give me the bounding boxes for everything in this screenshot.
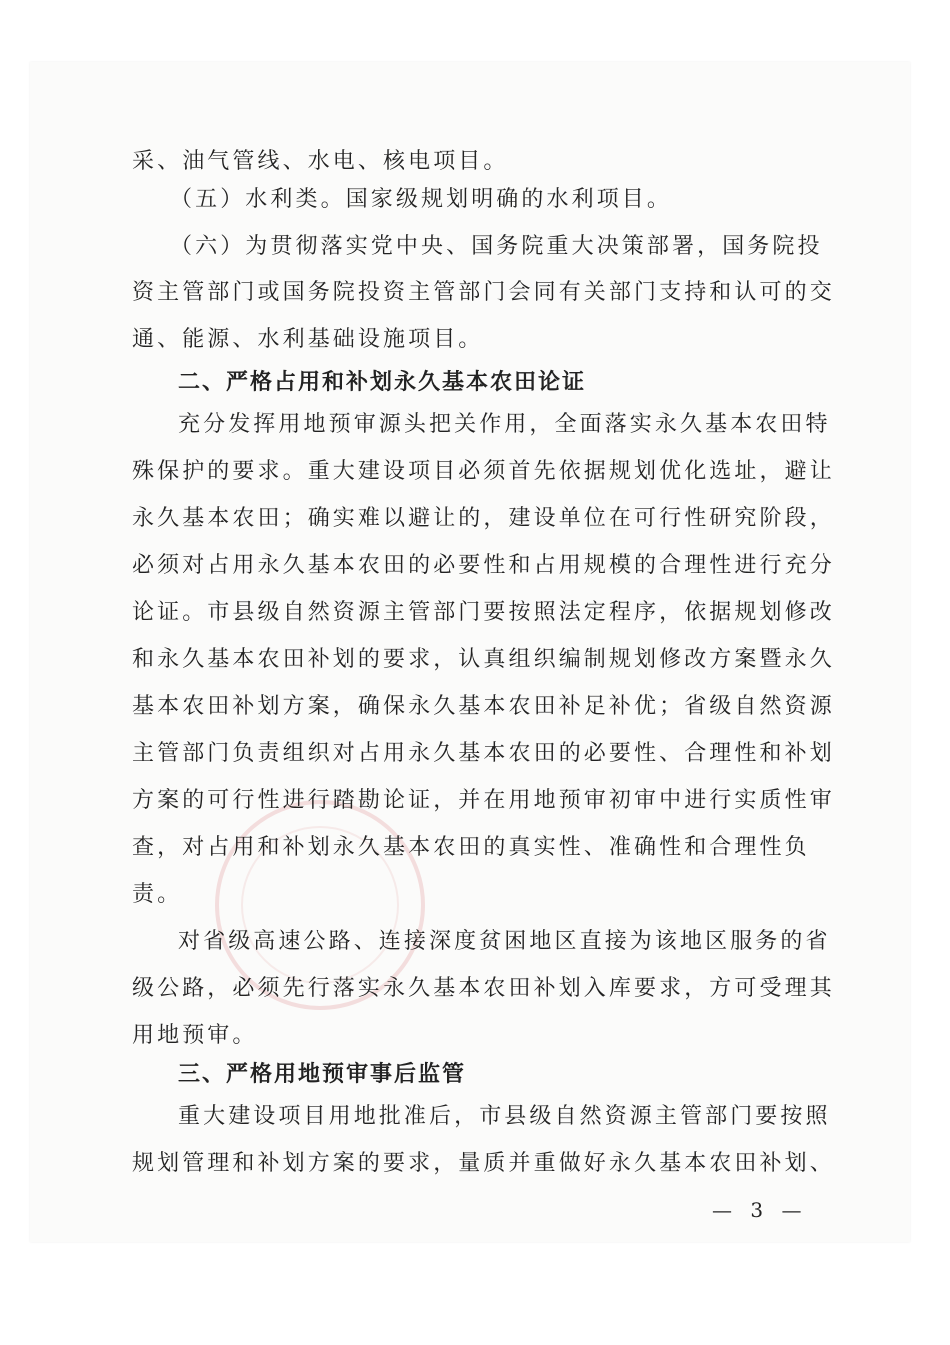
body-line: （五）水利类。国家级规划明确的水利项目。: [170, 187, 673, 212]
body-line: 重大建设项目用地批准后，市县级自然资源主管部门要按照: [178, 1104, 831, 1129]
body-line: 论证。市县级自然资源主管部门要按照法定程序，依据规划修改: [132, 600, 835, 625]
body-line: 用地预审。: [132, 1023, 258, 1048]
body-line: 责。: [132, 882, 183, 907]
page-number: — 3 —: [712, 1198, 808, 1222]
body-line: 规划管理和补划方案的要求，量质并重做好永久基本农田补划、: [132, 1151, 835, 1176]
section-heading: 三、严格用地预审事后监管: [178, 1062, 467, 1087]
body-line: 通、能源、水利基础设施项目。: [132, 327, 484, 352]
body-line: （六）为贯彻落实党中央、国务院重大决策部署，国务院投: [170, 234, 823, 259]
body-line: 资主管部门或国务院投资主管部门会同有关部门支持和认可的交: [132, 280, 835, 305]
section-heading: 二、严格占用和补划永久基本农田论证: [178, 370, 587, 395]
body-line: 殊保护的要求。重大建设项目必须首先依据规划优化选址，避让: [132, 459, 835, 484]
body-line: 采、油气管线、水电、核电项目。: [132, 149, 509, 174]
body-line: 对省级高速公路、连接深度贫困地区直接为该地区服务的省: [178, 929, 831, 954]
body-line: 基本农田补划方案，确保永久基本农田补足补优；省级自然资源: [132, 694, 835, 719]
body-line: 充分发挥用地预审源头把关作用，全面落实永久基本农田特: [178, 412, 831, 437]
body-line: 查，对占用和补划永久基本农田的真实性、准确性和合理性负: [132, 835, 810, 860]
body-line: 方案的可行性进行踏勘论证，并在用地预审初审中进行实质性审: [132, 788, 835, 813]
body-line: 主管部门负责组织对占用永久基本农田的必要性、合理性和补划: [132, 741, 835, 766]
body-line: 必须对占用永久基本农田的必要性和占用规模的合理性进行充分: [132, 553, 835, 578]
body-line: 永久基本农田；确实难以避让的，建设单位在可行性研究阶段，: [132, 506, 835, 531]
body-line: 和永久基本农田补划的要求，认真组织编制规划修改方案暨永久: [132, 647, 835, 672]
body-line: 级公路，必须先行落实永久基本农田补划入库要求，方可受理其: [132, 976, 835, 1001]
